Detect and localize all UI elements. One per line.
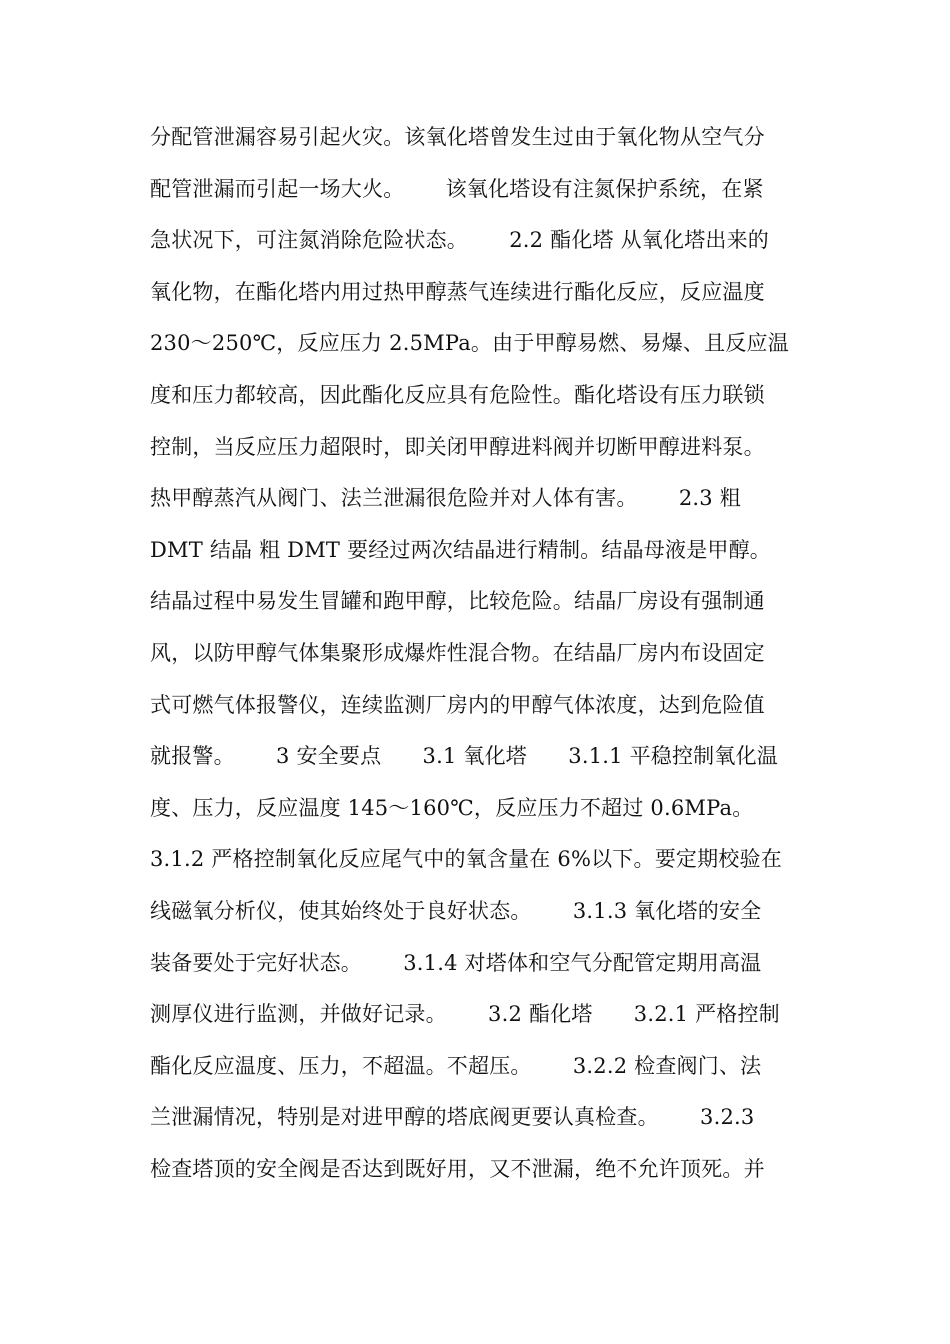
text-line: DMT 结晶 粗 DMT 要经过两次结晶进行精制。结晶母液是甲醇。 [150,537,771,562]
text-line: 结晶过程中易发生冒罐和跑甲醇，比较危险。结晶厂房设有强制通 [150,589,765,614]
text-line: 风，以防甲醇气体集聚形成爆炸性混合物。在结晶厂房内布设固定 [150,640,765,665]
text-line: 度、压力，反应温度 145～160℃，反应压力不超过 0.6MPa。 [150,795,754,820]
body-text [150,112,810,1195]
text-line: 线磁氧分析仪，使其始终处于良好状态。 3.1.3 氧化塔的安全 [150,898,762,923]
text-line: 装备要处于完好状态。 3.1.4 对塔体和空气分配管定期用高温 [150,950,762,975]
text-line: 检查塔顶的安全阀是否达到既好用，又不泄漏，绝不允许顶死。并 [150,1156,765,1181]
text-line: 就报警。 3 安全要点 3.1 氧化塔 3.1.1 平稳控制氧化温 [150,744,778,769]
text-line: 控制，当反应压力超限时，即关闭甲醇进料阀并切断甲醇进料泵。 [150,434,765,459]
text-line: 热甲醇蒸汽从阀门、法兰泄漏很危险并对人体有害。 2.3 粗 [150,486,741,511]
text-line: 测厚仪进行监测，并做好记录。 3.2 酯化塔 3.2.1 严格控制 [150,1002,780,1027]
text-line: 配管泄漏而引起一场大火。 该氧化塔设有注氮保护系统，在紧 [150,176,764,201]
text-line: 急状况下，可注氮消除危险状态。 2.2 酯化塔 从氧化塔出来的 [150,228,769,253]
text-line: 氧化物，在酯化塔内用过热甲醇蒸气连续进行酯化反应，反应温度 [150,279,765,304]
text-line: 3.1.2 严格控制氧化反应尾气中的氧含量在 6%以下。要定期校验在 [150,847,782,872]
text-line: 兰泄漏情况，特别是对进甲醇的塔底阀更要认真检查。 3.2.3 [150,1105,755,1130]
text-line: 酯化反应温度、压力，不超温。不超压。 3.2.2 检查阀门、法 [150,1053,762,1078]
text-line: 230～250℃，反应压力 2.5MPa。由于甲醇易燃、易爆、且反应温 [150,331,789,356]
text-line: 式可燃气体报警仪，连续监测厂房内的甲醇气体浓度，达到危险值 [150,692,765,717]
text-line: 度和压力都较高，因此酯化反应具有危险性。酯化塔设有压力联锁 [150,382,765,407]
text-line: 分配管泄漏容易引起火灾。该氧化塔曾发生过由于氧化物从空气分 [150,125,765,149]
